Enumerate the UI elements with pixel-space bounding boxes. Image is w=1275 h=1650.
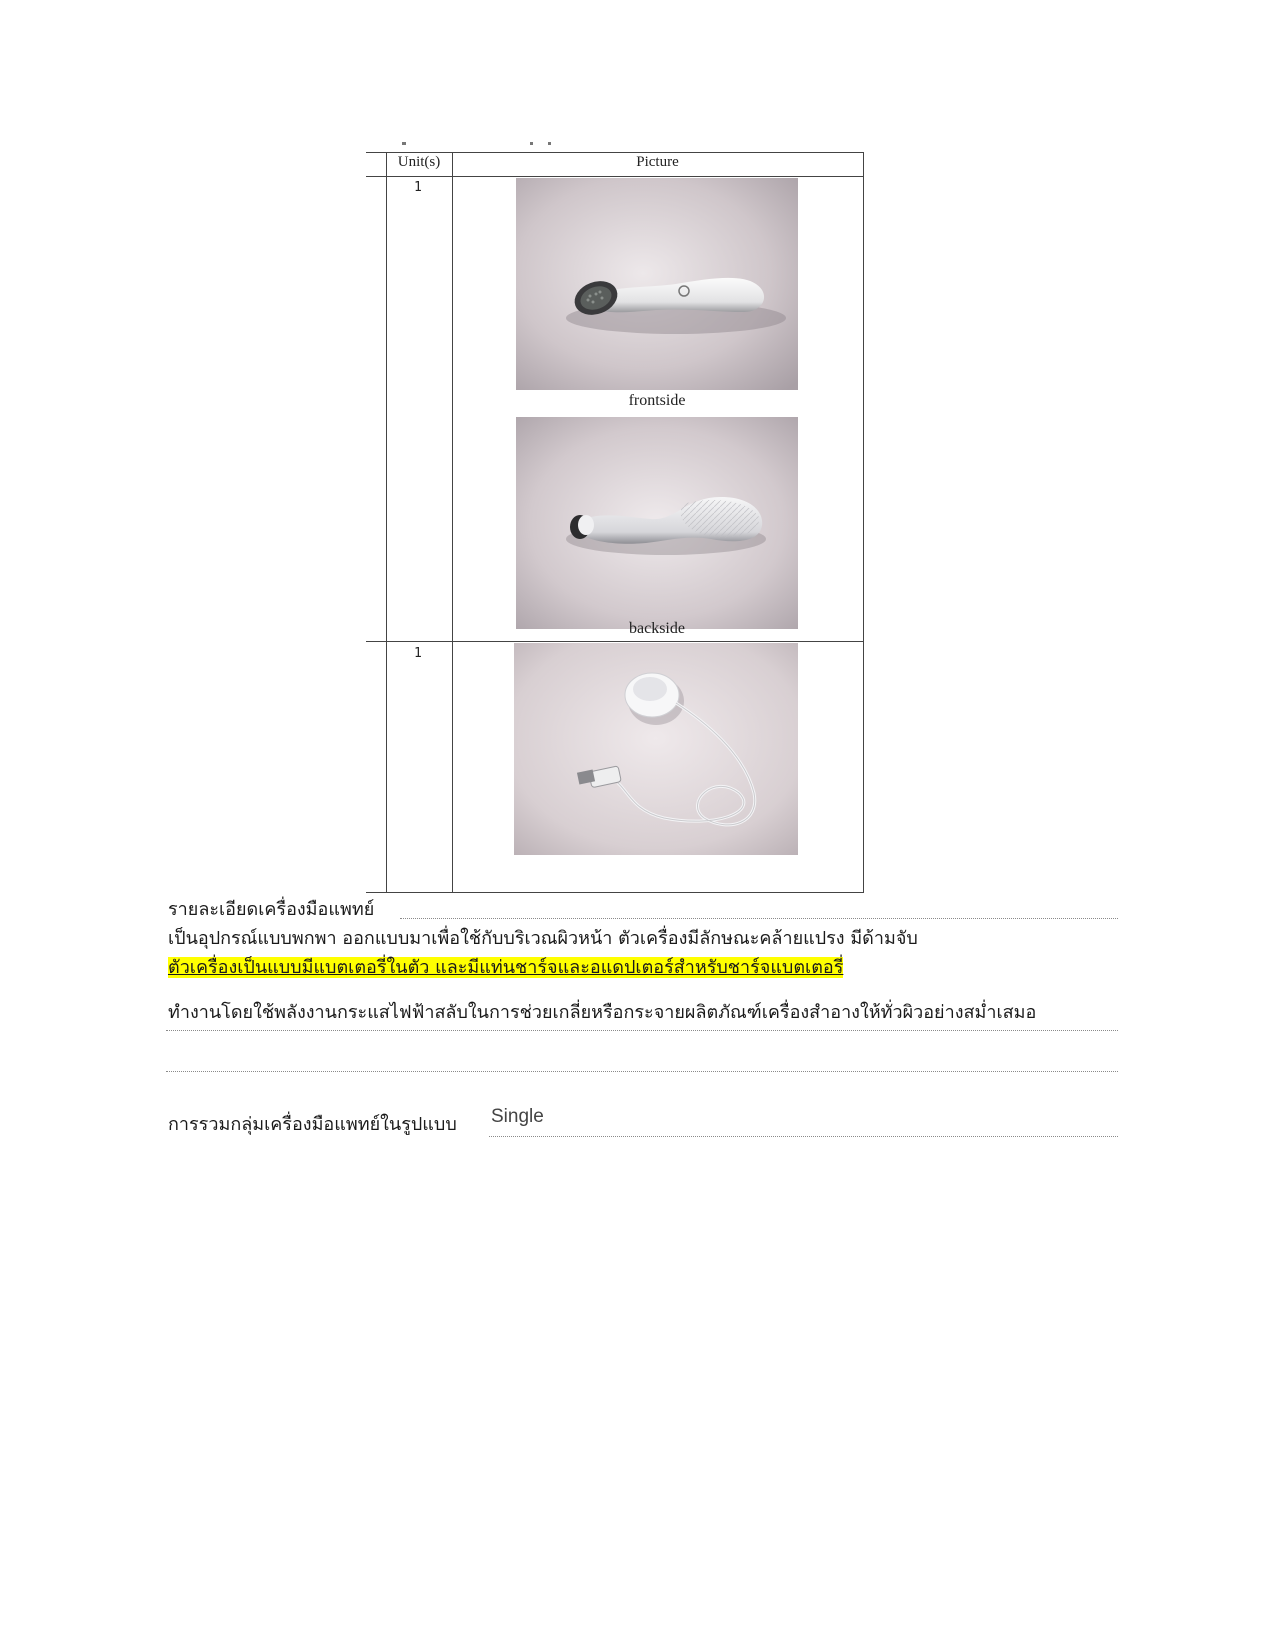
details-dotted-line-1 <box>400 918 1118 919</box>
highlighted-text: ตัวเครื่องเป็นแบบมีแบตเตอรี่ในตัว และมีแท่นชาร์จและอแดปเตอร์สำหรับชาร์จแบตเตอรี่ <box>168 957 844 978</box>
grouping-label: การรวมกลุ่มเครื่องมือแพทย์ในรูปแบบ <box>168 1114 457 1135</box>
details-dotted-line-3 <box>166 1071 1118 1072</box>
table-header-divider <box>366 176 864 177</box>
caption-backside: backside <box>629 620 685 637</box>
header-picture: Picture <box>636 154 679 170</box>
row-1-unit: 1 <box>414 180 422 195</box>
table-row-divider <box>366 641 864 642</box>
device-details-line-2 <box>168 955 843 981</box>
header-units: Unit(s) <box>397 154 441 170</box>
grouping-value <box>491 1104 544 1130</box>
row-2-unit: 1 <box>414 646 422 661</box>
device-details-line-1: เป็นอุปกรณ์แบบพกพา ออกแบบมาเพื่อใช้กับบริเวณผิวหน้า ตัวเครื่องมีลักษณะคล้ายแปรง มีด้ามจับ <box>168 928 918 949</box>
product-photo-charger <box>514 643 798 855</box>
grouping-value-text: Single <box>491 1106 544 1127</box>
caption-frontside: frontside <box>628 392 686 409</box>
table-right-border <box>863 152 864 892</box>
device-details-label: รายละเอียดเครื่องมือแพทย์ <box>168 899 375 920</box>
table-top-border <box>366 152 864 153</box>
table-column-divider <box>452 152 453 892</box>
scanned-product-table <box>366 140 874 892</box>
grouping-dotted-line <box>489 1136 1118 1137</box>
details-dotted-line-2 <box>166 1030 1118 1031</box>
scan-artifact-marks <box>402 140 602 148</box>
product-photo-backside <box>516 417 798 629</box>
table-left-border <box>386 152 387 892</box>
product-photo-frontside <box>516 178 798 390</box>
device-details-line-3: ทำงานโดยใช้พลังงานกระแสไฟฟ้าสลับในการช่วยเกลี่ยหรือกระจายผลิตภัณฑ์เครื่องสำอางให้ทั่วผิวอย่างสม่ำเสมอ <box>168 1002 1037 1023</box>
table-bottom-border <box>366 892 864 893</box>
